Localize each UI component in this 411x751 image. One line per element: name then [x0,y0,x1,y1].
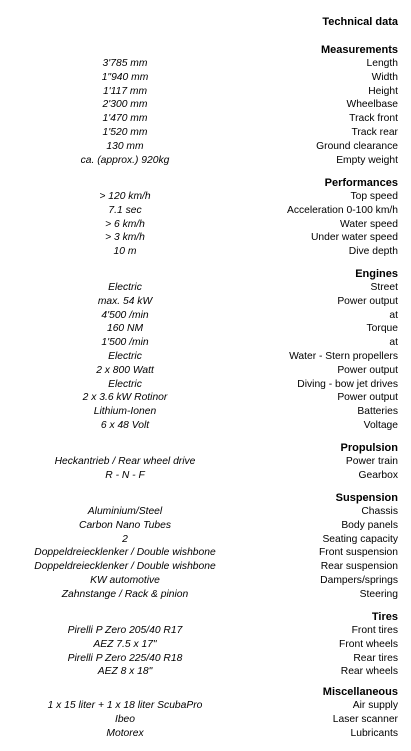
spec-value: > 3 km/h [105,232,145,244]
spec-value: Lithium-Ionen [93,406,157,418]
spec-row [0,57,411,71]
spec-row [0,98,411,112]
spec-row [0,112,411,126]
spec-label: Water speed [340,218,398,230]
spec-label: Ground clearance [316,140,398,152]
spec-value: 10 m [113,246,137,258]
spec-row [0,455,411,469]
spec-value: max. 54 kW [97,295,153,307]
spec-value: 130 mm [106,140,144,152]
spec-value: Doppeldreiecklenker / Double wishbone [34,561,216,573]
spec-value: 7.1 sec [108,204,142,216]
spec-row [0,218,411,232]
spec-value: Electric [108,378,142,390]
spec-label: Water - Stern propellers [289,351,398,362]
spec-row [0,245,411,259]
spec-label: Power output [337,295,398,307]
spec-value: Ibeo [114,713,136,725]
spec-row [0,533,411,547]
spec-row [0,140,411,154]
spec-value: Motorex [106,727,144,739]
spec-value: 3'785 mm [102,58,148,69]
spec-row [0,624,411,638]
spec-value: Electric [108,351,142,362]
spec-row [0,638,411,652]
spec-value: Pirelli P Zero 205/40 R17 [67,625,183,636]
spec-value: 2'300 mm [102,99,148,111]
spec-row [0,391,411,405]
spec-value: 1'470 mm [102,113,148,125]
spec-row [0,505,411,519]
spec-label: Laser scanner [332,713,398,725]
spec-value: 160 NM [106,323,144,335]
spec-label: Power output [337,392,398,404]
spec-label: Air supply [352,700,398,711]
spec-row [0,204,411,218]
spec-value: > 6 km/h [105,218,145,230]
spec-label: Acceleration 0-100 km/h [286,204,398,216]
spec-value: AEZ 8 x 18" [97,666,153,678]
spec-label: Chassis [361,506,398,517]
spec-row [0,652,411,666]
spec-row [0,350,411,364]
spec-row [0,85,411,99]
spec-value: Zahnstange / Rack & pinion [61,588,189,600]
spec-value: AEZ 7.5 x 17" [93,638,157,650]
spec-row [0,560,411,574]
spec-label: Dive depth [348,246,398,258]
spec-row [0,295,411,309]
spec-label: Gearbox [358,469,398,481]
cropped-header-fragment [0,0,411,2]
spec-value: > 120 km/h [99,191,151,202]
spec-row [0,727,411,741]
spec-value: Carbon Nano Tubes [79,519,171,531]
spec-value: Aluminium/Steel [87,506,163,517]
spec-value: 4'500 /min [101,309,149,321]
spec-row [0,405,411,419]
spec-label: Body panels [341,519,398,531]
spec-label: at [389,309,398,321]
spec-label: Power output [337,364,398,376]
section-header: Performances [324,177,398,189]
spec-row [0,469,411,483]
page-title: Technical data [322,16,398,28]
spec-value: Electric [108,282,142,293]
spec-value: ca. (approx.) 920kg [80,154,170,166]
spec-row [0,309,411,323]
spec-label: Voltage [363,420,398,431]
spec-row [0,336,411,350]
spec-label: Batteries [357,406,398,418]
section-header: Tires [371,611,398,623]
spec-label: Lubricants [350,727,398,739]
spec-row [0,364,411,378]
section-header: Engines [355,268,398,280]
spec-row [0,126,411,140]
spec-value: KW automotive [90,575,160,586]
spec-value: R - N - F [105,469,145,481]
spec-label: Front tires [351,625,398,636]
spec-row [0,322,411,336]
spec-label: Torque [366,323,398,335]
spec-row [0,713,411,727]
spec-label: Dampers/springs [320,575,398,586]
spec-label: Wheelbase [346,99,398,111]
spec-value: 2 x 3.6 kW Rotinor [82,392,168,404]
section-header: Propulsion [340,442,398,454]
spec-row [0,378,411,392]
spec-label: Front wheels [339,638,398,650]
spec-value: 2 x 800 Watt [96,364,154,376]
spec-label: Height [368,85,398,97]
spec-label: Under water speed [310,232,398,244]
spec-label: Street [370,282,398,293]
spec-label: Length [366,58,398,69]
spec-label: Diving - bow jet drives [297,378,398,390]
spec-row [0,588,411,602]
spec-value: Doppeldreiecklenker / Double wishbone [34,547,216,559]
spec-value: 1'117 mm [102,85,148,97]
spec-row [0,281,411,295]
spec-value: Heckantrieb / Rear wheel drive [54,456,196,467]
spec-label: Track rear [351,127,398,138]
spec-value: 1'500 /min [101,337,149,349]
spec-value: 6 x 48 Volt [100,420,150,431]
spec-row [0,419,411,433]
spec-row [0,154,411,168]
spec-value: 1"940 mm [101,71,149,83]
spec-row [0,665,411,679]
spec-label: Rear tires [353,652,398,664]
section-header: Miscellaneous [322,686,398,698]
spec-label: Seating capacity [322,533,398,545]
spec-label: Width [371,71,398,83]
spec-value: 1'520 mm [102,127,148,138]
spec-label: Track front [349,113,398,125]
spec-row [0,519,411,533]
spec-label: Rear wheels [340,666,398,678]
spec-value: 1 x 15 liter + 1 x 18 liter ScubaPro [47,700,203,711]
spec-label: Power train [345,456,398,467]
section-header: Measurements [320,44,398,56]
spec-label: Front suspension [319,547,398,559]
spec-row [0,546,411,560]
section-header: Suspension [335,492,398,504]
spec-label: Top speed [350,191,398,202]
spec-row [0,574,411,588]
spec-row [0,190,411,204]
spec-value: Pirelli P Zero 225/40 R18 [67,652,183,664]
spec-label: Steering [359,588,398,600]
spec-value: 2 [122,533,128,545]
spec-row [0,71,411,85]
spec-row [0,699,411,713]
spec-row [0,231,411,245]
spec-label: Rear suspension [320,561,398,573]
spec-label: Empty weight [336,154,398,166]
spec-label: at [389,337,398,349]
